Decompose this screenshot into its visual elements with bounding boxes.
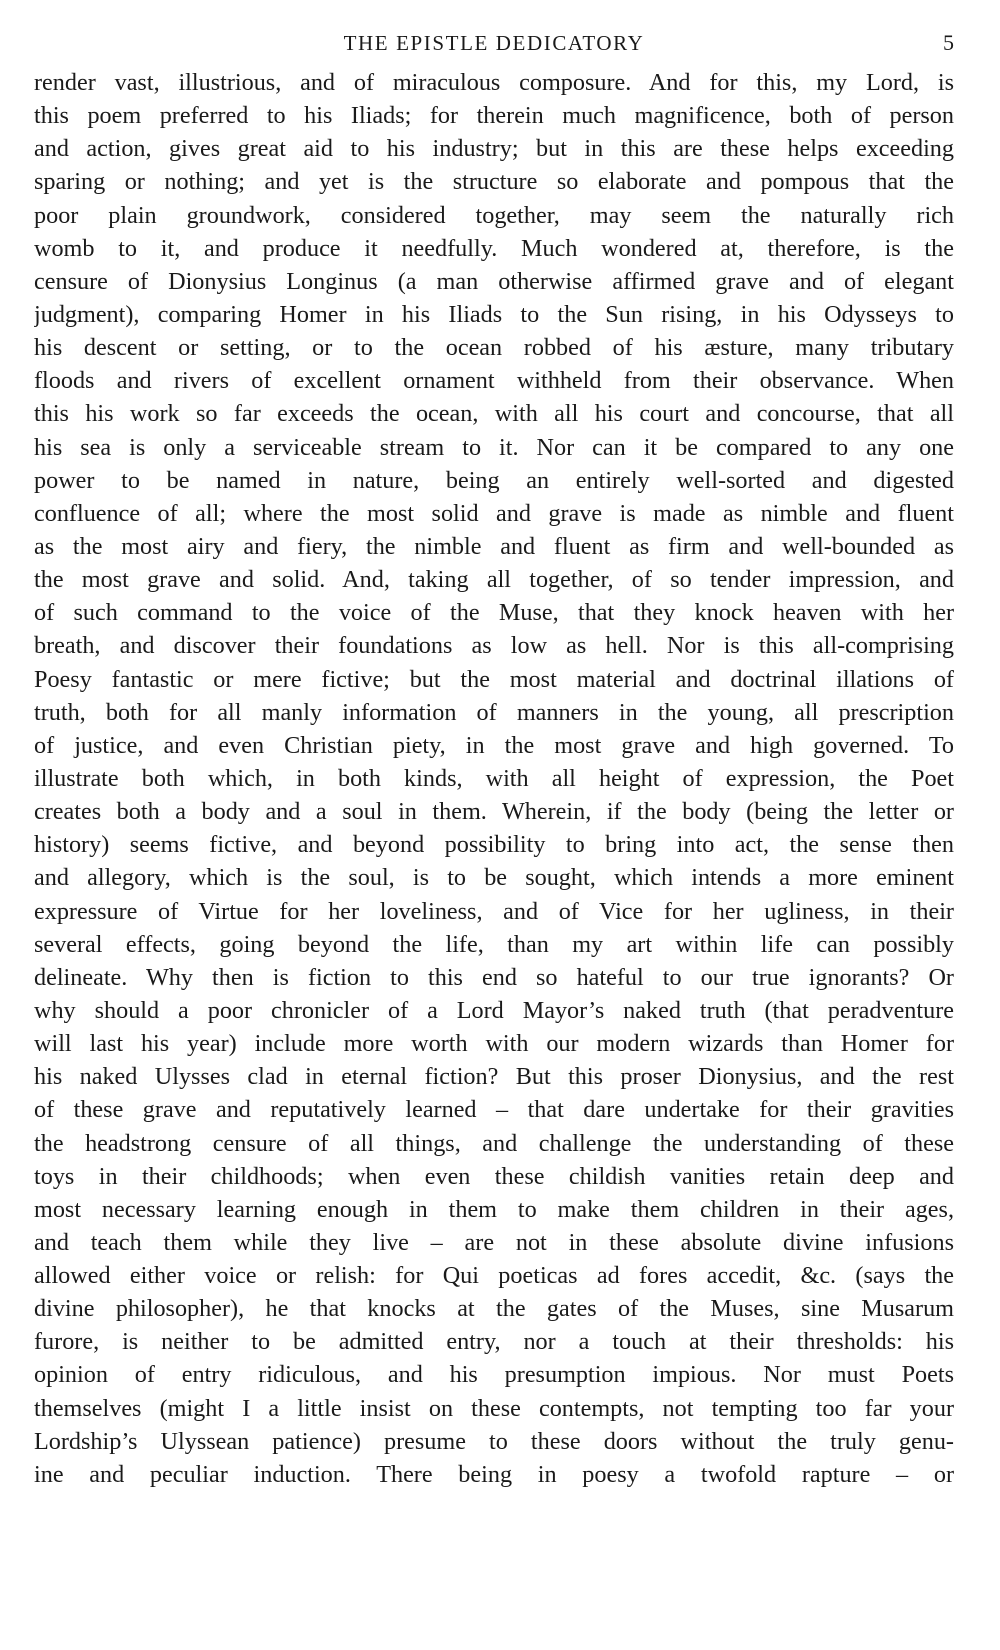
text-line: illustrate both which, in both kinds, with all height of expression, the Poet xyxy=(34,764,954,792)
running-title: THE EPISTLE DEDICATORY xyxy=(343,31,645,55)
text-line: judgment), comparing Homer in his Iliads to the Sun rising, in his Odysseys to xyxy=(34,300,954,328)
text-line: delineate. Why then is fiction to this end so hateful to our true ignorants? Or xyxy=(34,963,954,991)
text-line: opinion of entry ridiculous, and his presumption impious. Nor must Poets xyxy=(34,1361,954,1389)
text-line: power to be named in nature, being an entirely well-sorted and digested xyxy=(34,466,954,494)
text-line: of these grave and reputatively learned – that dare undertake for their gravities xyxy=(34,1096,954,1124)
text-line: and action, gives great aid to his industry; but in this are these helps exceeding xyxy=(34,135,954,163)
text-line: of such command to the voice of the Muse, that they knock heaven with her xyxy=(34,599,954,627)
text-line: and teach them while they live – are not in these absolute divine infusions xyxy=(34,1228,954,1256)
text-line: the most grave and solid. And, taking all together, of so tender impression, and xyxy=(34,566,954,594)
text-line: history) seems fictive, and beyond possibility to bring into act, the sense then xyxy=(34,831,954,859)
text-line: confluence of all; where the most solid and grave is made as nimble and fluent xyxy=(34,499,954,527)
text-line: ine and peculiar induction. There being in poesy a twofold rapture – or xyxy=(34,1460,954,1488)
text-line: render vast, illustrious, and of miraculous composure. And for this, my Lord, is xyxy=(34,69,954,96)
text-line: creates both a body and a soul in them. Wherein, if the body (being the letter or xyxy=(34,798,954,826)
text-line: why should a poor chronicler of a Lord Mayor’s naked truth (that peradventure xyxy=(34,996,954,1024)
text-line: this poem preferred to his Iliads; for therein much magnificence, both of person xyxy=(34,102,954,130)
text-line: divine philosopher), he that knocks at the gates of the Muses, sine Musarum xyxy=(34,1295,954,1323)
text-line: his naked Ulysses clad in eternal fiction? But this proser Dionysius, and the rest xyxy=(34,1063,954,1091)
text-line: as the most airy and fiery, the nimble and fluent as firm and well-bounded as xyxy=(34,532,954,560)
text-line: poor plain groundwork, considered together, may seem the naturally rich xyxy=(34,201,954,229)
text-line: will last his year) include more worth with our modern wizards than Homer for xyxy=(34,1030,954,1058)
text-line: toys in their childhoods; when even these childish vanities retain deep and xyxy=(34,1162,954,1190)
text-line: this his work so far exceeds the ocean, with all his court and concourse, that all xyxy=(34,400,954,428)
body-text xyxy=(34,66,954,1491)
text-line: several effects, going beyond the life, than my art within life can possibly xyxy=(34,930,954,958)
text-line: and allegory, which is the soul, is to be sought, which intends a more eminent xyxy=(34,864,954,892)
text-line: breath, and discover their foundations as low as hell. Nor is this all-comprising xyxy=(34,632,954,660)
text-line: Poesy fantastic or mere fictive; but the most material and doctrinal illations of xyxy=(34,665,954,693)
text-line: expressure of Virtue for her loveliness, and of Vice for her ugliness, in their xyxy=(34,897,954,925)
text-line: Lordship’s Ulyssean patience) presume to these doors without the truly genu- xyxy=(34,1427,954,1455)
text-line: the headstrong censure of all things, and challenge the understanding of these xyxy=(34,1129,954,1157)
running-header xyxy=(34,28,954,64)
text-line: allowed either voice or relish: for Qui poeticas ad fores accedit, &c. (says the xyxy=(34,1262,954,1290)
text-line: furore, is neither to be admitted entry, nor a touch at their thresholds: his xyxy=(34,1328,954,1356)
text-line: themselves (might I a little insist on these contempts, not tempting too far your xyxy=(34,1394,954,1422)
text-line: of justice, and even Christian piety, in the most grave and high governed. To xyxy=(34,731,954,759)
text-line: censure of Dionysius Longinus (a man otherwise affirmed grave and of elegant xyxy=(34,267,954,295)
text-line: womb to it, and produce it needfully. Much wondered at, therefore, is the xyxy=(34,234,954,262)
text-line: his sea is only a serviceable stream to it. Nor can it be compared to any one xyxy=(34,433,954,461)
text-line: floods and rivers of excellent ornament withheld from their observance. When xyxy=(34,367,954,395)
page-number: 5 xyxy=(943,30,954,55)
text-line: most necessary learning enough in them to make them children in their ages, xyxy=(34,1195,954,1223)
book-page xyxy=(34,28,954,1491)
text-line: sparing or nothing; and yet is the structure so elaborate and pompous that the xyxy=(34,168,954,196)
text-line: his descent or setting, or to the ocean robbed of his æsture, many tributary xyxy=(34,334,954,362)
text-line: truth, both for all manly information of manners in the young, all prescription xyxy=(34,698,954,726)
